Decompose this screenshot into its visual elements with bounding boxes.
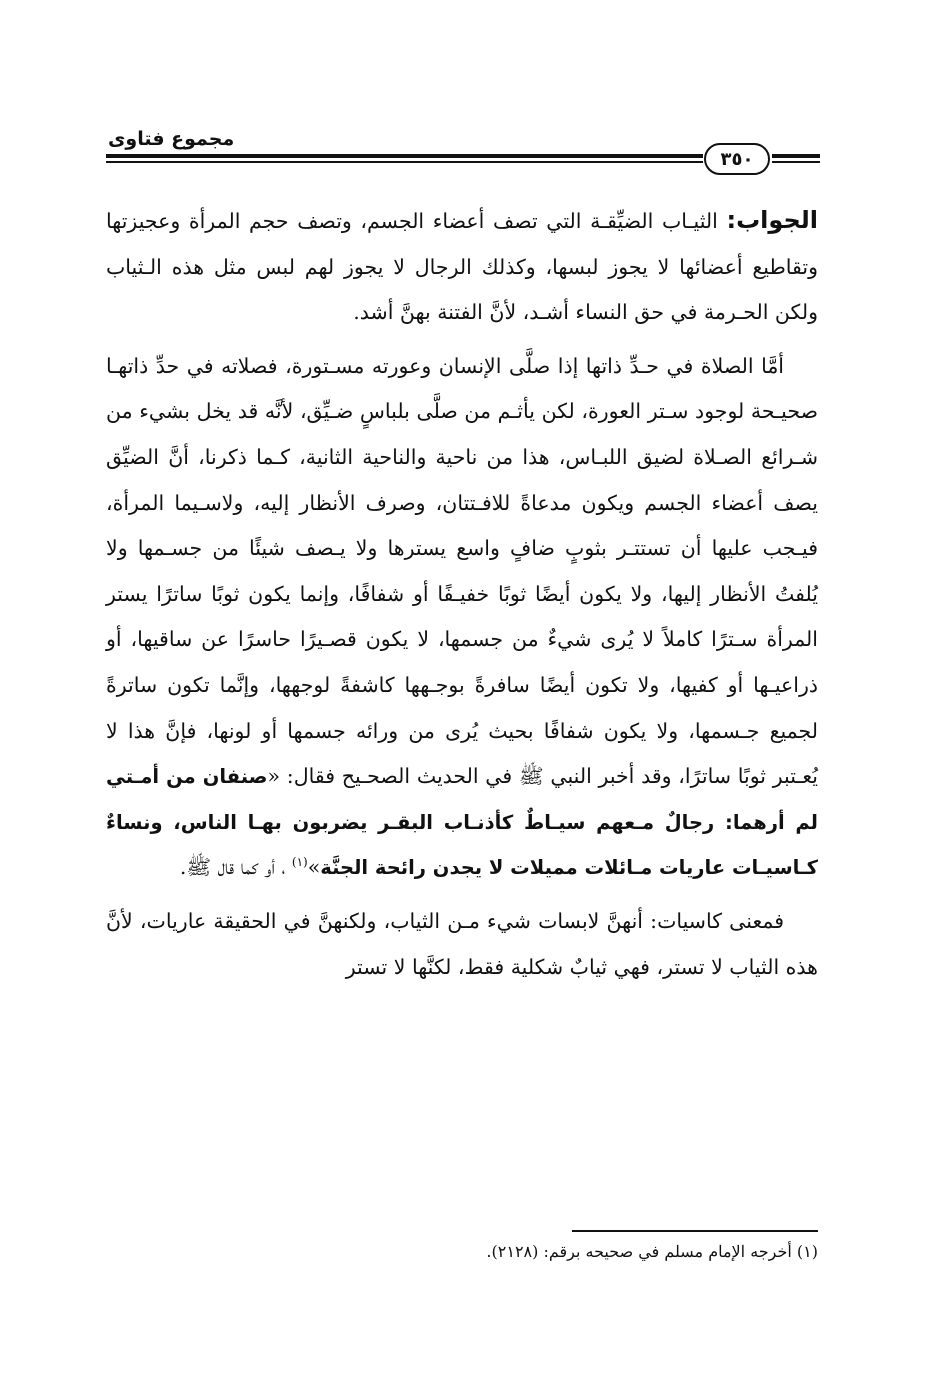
hadith-close-quote: » — [307, 855, 321, 880]
prayer-paragraph — [106, 344, 818, 891]
prayer-tail: ، أو كما قال ﷺ. — [179, 855, 292, 880]
page-number-badge: ٣٥٠ — [704, 143, 770, 175]
answer-text: الثيـاب الضيِّقـة التي تصف أعضاء الجسم، وتصف حجم المرأة وعجيزتها وتقاطيع أعضائها لا يجوز لبسها، وكذلك الرجال لا يجوز لهم لبس مثل هذه الـثياب ولكن الحـرمة في حق النساء أشـد، لأنَّ الفتنة بهنَّ أشد. — [106, 209, 818, 325]
hadith-text: صنفان من أمـتي لم أرهما: رجالٌ مـعهم سيـاطٌ كأذنـاب البقـر يضربون بهـا الناس، ونساءٌ كـاسيـات عاريات مـائلات مميلات لا يجدن رائحة الجنَّة — [106, 765, 818, 880]
meaning-text: فمعنى كاسيات: أنهنَّ لابسات شيء مـن الثياب، ولكنهنَّ في الحقيقة عاريات، لأنَّ هذه الثياب لا تستر، فهي ثيابٌ شكلية فقط، لكنَّها لا تستر — [106, 908, 818, 979]
footnote-reference[interactable]: (١) — [291, 855, 308, 870]
header-rule-thin — [106, 161, 703, 163]
answer-paragraph — [106, 198, 818, 336]
header-rule-right-thick — [772, 154, 820, 158]
prayer-text: أمَّا الصلاة في حـدِّ ذاتها إذا صلَّى الإنسان وعورته مسـتورة، فصلاته في حدِّ ذاتهـا صحيـحة لوجود سـتر العورة، لكن يأثـم من صلَّى بلباسٍ ضـيِّق، لأنَّه قد يخل بشيء من شـرائع الصـلاة لضيق اللبـاس، هذا من ناحية والناحية الثانية، كـما ذكرنا، أنَّ الضيِّق يصف أعضاء الجسم ويكون مدعاةً للافـتتان، وصرف الأنظار إليه، ولاسـيما المرأة، فيـجب عليها أن تستتـر بثوبٍ ضافٍ واسع يسترها ولا يـصف شيئًا من جسـمها ولا يُلفتُ الأنظار إليها، ولا يكون أيضًا ثوبًا خفيـفًا أو شفافًا، وإنما يكون ثوبًا ساترًا يستر المرأة سـترًا كاملاً لا يُرى شيءٌ من جسمها، لا يكون قصـيرًا حاسرًا عن ساقيها، أو ذراعيـها أو كفيها، ولا تكون أيضًا سافرةً بوجـهها كاشفةً لوجهها، وإنَّما تكون ساترةً لجميع جـسمها، ولا يكون شفافًا بحيث يُرى من ورائه جسمها أو لونها، فإنَّ هذا لا يُعـتبر ثوبًا ساترًا، وقد أخبر النبي ﷺ في الحديث الصحـيح فقال: « — [106, 353, 818, 789]
running-header-title: مجموع فتاوى — [108, 128, 235, 150]
meaning-paragraph — [106, 899, 818, 990]
footnote-separator — [572, 1230, 818, 1232]
footnote-text: (١) أخرجه الإمام مسلم في صحيحه برقم: (٢١٢٨). — [486, 1242, 818, 1261]
header-rule-right-thin — [772, 161, 820, 163]
answer-label: الجواب: — [726, 206, 818, 234]
main-text — [106, 198, 818, 998]
header-rule-thick — [106, 154, 703, 158]
